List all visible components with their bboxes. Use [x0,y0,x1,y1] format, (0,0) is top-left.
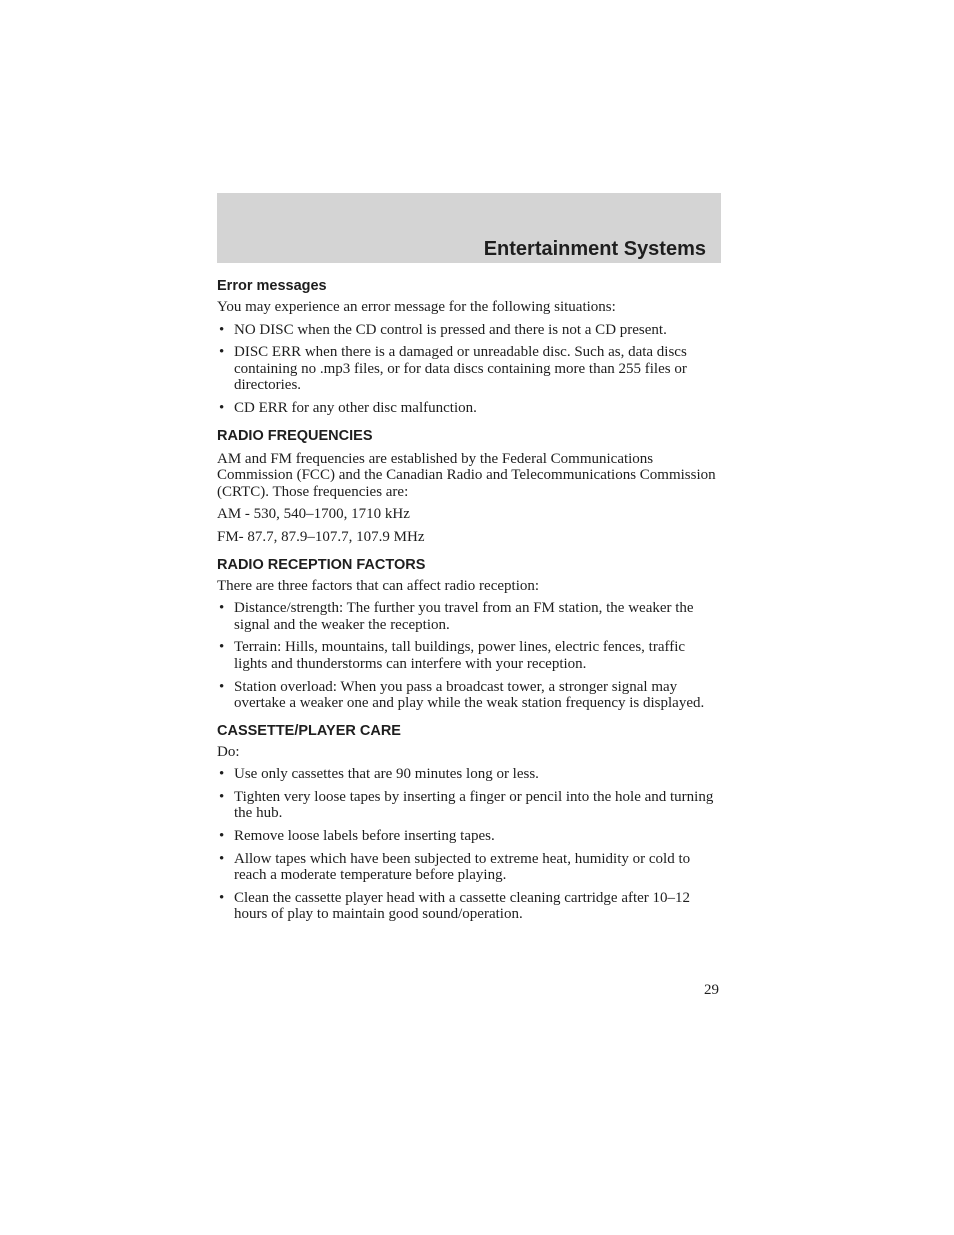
list-item: • NO DISC when the CD control is pressed and there is not a CD present. [217,322,721,339]
bullet-list [217,766,721,923]
section-heading: RADIO RECEPTION FACTORS [217,556,426,573]
paragraph: FM- 87.7, 87.9–107.7, 107.9 MHz [217,528,425,545]
section-heading: CASSETTE/PLAYER CARE [217,722,401,739]
bullet-list [217,600,721,712]
list-item: • Remove loose labels before inserting tapes. [217,828,721,845]
page-title: Entertainment Systems [483,238,706,261]
section-intro: There are three factors that can affect radio reception: [217,577,540,594]
page-content [217,263,721,923]
page-number: 29 [704,982,719,998]
section-cassette-player-care [217,722,721,923]
section-intro: You may experience an error message for the following situations: [217,299,616,315]
list-item: • Use only cassettes that are 90 minutes long or less. [217,766,721,783]
paragraph: AM and FM frequencies are established by the Federal Communications Commission (FCC) and the Canadian Radio and Telecommunications Commission (CRTC). Those frequencies are: [217,450,716,500]
list-item: • Terrain: Hills, mountains, tall buildings, power lines, electric fences, traffic lights and thunderstorms can interfere with your reception. [217,639,721,672]
section-error-messages [217,277,721,417]
list-item: • DISC ERR when there is a damaged or unreadable disc. Such as, data discs containing no .mp3 files, or for data discs containing more than 255 files or directories. [217,344,721,394]
list-item: • CD ERR for any other disc malfunction. [217,400,721,417]
section-radio-reception-factors [217,556,721,712]
list-item: • Distance/strength: The further you travel from an FM station, the weaker the signal and the weaker the reception. [217,600,721,633]
manual-page [217,193,721,923]
section-intro: Do: [217,743,240,760]
section-heading: RADIO FREQUENCIES [217,427,373,444]
paragraph: AM - 530, 540–1700, 1710 kHz [217,506,410,523]
section-heading: Error messages [217,278,327,294]
bullet-list [217,322,721,417]
list-item: • Clean the cassette player head with a cassette cleaning cartridge after 10–12 hours of play to maintain good sound/operation. [217,890,721,923]
section-radio-frequencies [217,427,721,546]
list-item: • Tighten very loose tapes by inserting a finger or pencil into the hole and turning the hub. [217,789,721,822]
header-band [217,193,721,263]
list-item: • Station overload: When you pass a broadcast tower, a stronger signal may overtake a weaker one and play while the weak station frequency is displayed. [217,679,721,712]
list-item: • Allow tapes which have been subjected to extreme heat, humidity or cold to reach a moderate temperature before playing. [217,851,721,884]
